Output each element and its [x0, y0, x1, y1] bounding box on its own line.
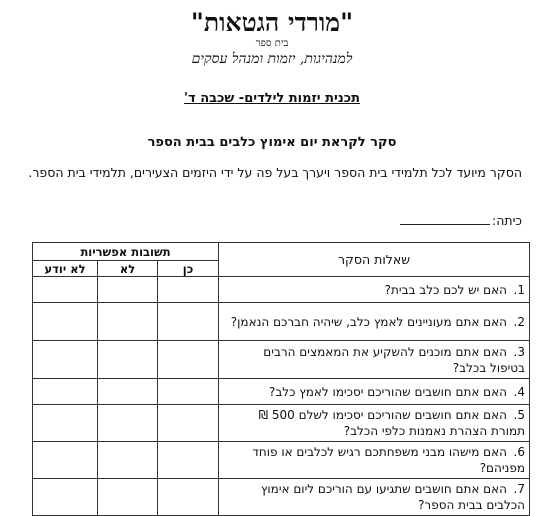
answer-cell-no[interactable] — [98, 405, 158, 442]
question-text: האם אתם מעוניינים לאמץ כלב, שיהיה חברכם הנאמן? — [230, 314, 507, 329]
answer-cell-dont-know[interactable] — [33, 379, 98, 405]
question-number: 3. — [513, 344, 525, 359]
answer-cell-yes[interactable] — [158, 405, 219, 442]
answer-option-yes: כן — [158, 261, 219, 277]
answer-cell-no[interactable] — [98, 479, 158, 516]
answer-cell-yes[interactable] — [158, 341, 219, 379]
school-type: בית ספר — [255, 38, 289, 49]
question-number: 4. — [513, 384, 525, 399]
class-blank-line[interactable] — [400, 212, 490, 225]
school-name: "מורדי הגטאות" — [190, 8, 354, 37]
question-text: האם אתם חושבים שהוריכם יסכימו לשלם 500 ₪ תמורת הצהרת נאמנות כלפי הכלב? — [258, 408, 525, 438]
question-text: האם יש לכם כלב בבית? — [384, 282, 507, 297]
answer-cell-dont-know[interactable] — [33, 303, 98, 341]
question-row — [33, 379, 530, 405]
question-row — [33, 277, 530, 303]
question-text-cell — [219, 379, 530, 405]
question-text-cell — [219, 405, 530, 442]
answer-cell-yes[interactable] — [158, 303, 219, 341]
answer-cell-yes[interactable] — [158, 479, 219, 516]
answer-cell-yes[interactable] — [158, 379, 219, 405]
answer-option-no: לא — [98, 261, 158, 277]
answer-cell-dont-know[interactable] — [33, 479, 98, 516]
question-text: האם אתם מוכנים להשקיע את המאמצים הרבים בטיפול בכלב? — [263, 344, 525, 375]
question-number: 2. — [513, 314, 525, 329]
program-title: תכנית יזמות לילדים- שכבה ד' — [184, 91, 360, 106]
answer-cell-dont-know[interactable] — [33, 442, 98, 479]
question-number: 1. — [513, 282, 525, 297]
answers-header: תשובות אפשריות — [33, 243, 219, 261]
questions-header: שאלות הסקר — [219, 243, 530, 277]
answer-cell-yes[interactable] — [158, 277, 219, 303]
answer-option-dont-know: לא יודע — [33, 261, 98, 277]
intro-text: הסקר מיועד לכל תלמידי בית הספר ויערך בעל פה על ידי היזמים הצעירים, תלמידי בית הספר. — [28, 165, 522, 180]
survey-table — [32, 242, 530, 516]
question-row — [33, 442, 530, 479]
answer-cell-dont-know[interactable] — [33, 277, 98, 303]
class-label: כיתה: — [492, 213, 522, 228]
question-text-cell — [219, 479, 530, 516]
question-number: 6. — [513, 445, 525, 459]
question-text: האם מישהו מבני משפחתכם רגיש לכלבים או פוחד מפניהם? — [252, 445, 525, 475]
survey-title: סקר לקראת יום אימוץ כלבים בבית הספר — [147, 135, 397, 150]
question-text-cell — [219, 341, 530, 379]
answer-cell-no[interactable] — [98, 379, 158, 405]
answer-cell-no[interactable] — [98, 303, 158, 341]
question-row — [33, 479, 530, 516]
question-text-cell — [219, 277, 530, 303]
question-number: 7. — [513, 482, 525, 496]
school-slogan: למנהיגות, יזמות ומנהל עסקים — [191, 51, 353, 67]
program-title-wrap — [0, 90, 544, 108]
question-row — [33, 405, 530, 442]
question-text-cell — [219, 303, 530, 341]
answer-cell-yes[interactable] — [158, 442, 219, 479]
question-text-cell — [219, 442, 530, 479]
question-text: האם אתם חושבים שהוריכם יסכימו לאמץ כלב? — [268, 384, 507, 399]
question-row — [33, 303, 530, 341]
answer-cell-no[interactable] — [98, 277, 158, 303]
answer-cell-dont-know[interactable] — [33, 405, 98, 442]
answer-cell-no[interactable] — [98, 442, 158, 479]
answer-cell-no[interactable] — [98, 341, 158, 379]
question-text: האם אתם חושבים שתגיעו עם הוריכם ליום אימוץ הכלבים בבית הספר? — [260, 482, 525, 512]
question-number: 5. — [513, 408, 525, 422]
answer-cell-dont-know[interactable] — [33, 341, 98, 379]
question-row — [33, 341, 530, 379]
class-field — [400, 212, 522, 229]
